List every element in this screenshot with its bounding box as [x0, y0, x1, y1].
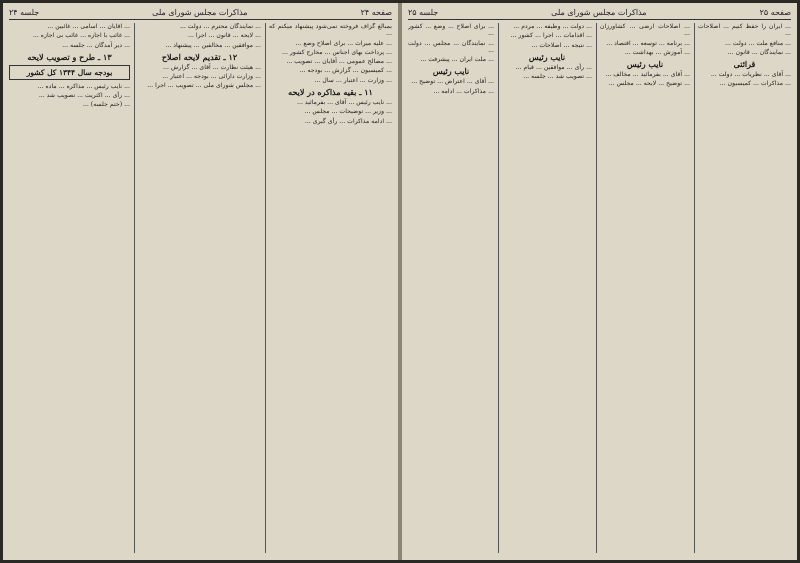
paragraph: ... رأی ... موافقین ... قیام ...	[515, 63, 592, 71]
section-heading: نایب رئیس	[528, 51, 566, 62]
paragraph: ... ادامه مذاکرات ... رأی گیری ...	[304, 117, 392, 125]
column-divider	[265, 23, 266, 553]
right-column-2	[600, 23, 690, 553]
paragraph: ... ملت ایران ... پیشرفت ...	[420, 56, 494, 64]
section-heading: نایب رئیس	[432, 66, 470, 77]
paragraph: ... آقای ... نظریات ... دولت ...	[710, 71, 791, 79]
paragraph: ... منافع ملت ... دولت ...	[725, 39, 791, 47]
paragraph: ... مذاکرات ... کمیسیون ...	[719, 80, 791, 88]
paragraph: ... نایب رئیس ... مذاکره ... ماده ...	[37, 82, 130, 90]
left-page-number: صفحه ۲۴	[360, 7, 392, 17]
column-divider	[498, 23, 499, 553]
left-column-1	[269, 23, 392, 553]
left-page-session: جلسه ۲۴	[9, 7, 40, 17]
right-column-1	[698, 23, 791, 553]
paragraph: ... آموزش ... بهداشت ...	[624, 48, 690, 56]
left-page-title: مذاکرات مجلس شورای ملی	[152, 7, 248, 17]
paragraph: ... نایب رئیس ... آقای ... بفرمائید ...	[297, 99, 392, 107]
left-column-2	[138, 23, 261, 553]
paragraph: ... ایران را حفظ کنیم ... اصلاحات ...	[698, 23, 791, 38]
paragraph: ... اصلاحات ارضی ... کشاورزان ...	[600, 23, 690, 38]
paragraph: ... آقای ... اعتراض ... توضیح ...	[411, 78, 494, 86]
boxed-title: بودجه سال ۱۳۴۴ کل کشور	[9, 65, 130, 80]
paragraph: ... نمایندگان ... قانون ...	[727, 48, 791, 56]
column-divider	[134, 23, 135, 553]
paragraph: ... رأی ... اکثریت ... تصویب شد ...	[38, 92, 130, 100]
paragraph: ... موافقین ... مخالفین ... پیشنهاد ...	[165, 41, 261, 49]
paragraph: ... نمایندگان ... مجلس ... دولت ...	[408, 39, 494, 54]
paragraph: ... وزیر ... توضیحات ... مجلس ...	[304, 108, 392, 116]
right-page-number: صفحه ۲۵	[759, 7, 791, 17]
paragraph: ... (ختم جلسه) ...	[82, 101, 130, 109]
paragraph: ... توضیح ... لایحه ... مجلس ...	[608, 80, 690, 88]
paragraph: ... لایحه ... قانون ... اجرا ...	[188, 32, 261, 40]
left-page	[3, 3, 398, 560]
paragraph: ... تصویب شد ... جلسه ...	[523, 73, 592, 81]
paragraph: ... آقایان ... اسامی ... غائبین ...	[47, 23, 130, 30]
column-divider	[694, 23, 695, 553]
left-column-3	[9, 23, 130, 553]
paragraph: ... هیئت نظارت ... آقای ... گزارش ...	[163, 63, 261, 71]
section-heading: ۱۳ ـ طرح و تصویب لایحه	[27, 51, 112, 62]
paragraph: ... دیر آمدگان ... جلسه ...	[62, 41, 130, 49]
paragraph: ... مجلس شورای ملی ... تصویب ... اجرا ...	[147, 82, 261, 90]
paragraph: ... برنامه ... توسعه ... اقتصاد ...	[606, 39, 690, 47]
column-divider	[596, 23, 597, 553]
right-page-header	[408, 5, 791, 20]
newspaper-spread	[3, 3, 797, 560]
section-heading: قرائتی	[733, 59, 756, 70]
section-heading: ۱۱ ـ بقیه مذاکره در لایحه	[288, 87, 373, 98]
paragraph: ... وزارت دارائی ... بودجه ... اعتبار ...	[162, 73, 261, 81]
paragraph: ... علیه میراث ... برای اصلاح وضع ...	[295, 39, 392, 47]
right-column-3	[502, 23, 592, 553]
section-heading: ۱۲ ـ تقدیم لایحه اصلاح	[161, 51, 238, 62]
paragraph: ... نمایندگان محترم ... دولت ...	[179, 23, 261, 30]
paragraph: ... اقدامات ... اجرا ... کشور ...	[510, 32, 592, 40]
left-page-header	[9, 5, 392, 20]
right-column-4	[408, 23, 494, 553]
paragraph: ... وزارت ... اعتبار ... سال ...	[314, 76, 392, 84]
right-page	[402, 3, 797, 560]
paragraph: ... پرداخت بهای اجناس ... مخارج کشور ...	[282, 48, 392, 56]
section-heading: نایب رئیس	[626, 59, 664, 70]
paragraph: ... نتیجه ... اصلاحات ...	[531, 41, 592, 49]
paragraph: ... آقای ... بفرمائید ... مخالف ...	[605, 71, 690, 79]
paragraph: ... دولت ... وظیفه ... مردم ...	[513, 23, 592, 30]
right-page-title: مذاکرات مجلس شورای ملی	[551, 7, 647, 17]
paragraph: ... کمیسیون ... گزارش ... بودجه ...	[299, 67, 392, 75]
paragraph: ... غائب با اجازه ... غائب بی اجازه ...	[32, 32, 130, 40]
paragraph: ... مصالح عمومی ... آقایان ... تصویب ...	[286, 58, 392, 66]
paragraph: ... برای اصلاح ... وضع ... کشور ...	[408, 23, 494, 38]
right-page-session: جلسه ۲۵	[408, 7, 439, 17]
paragraph: ... مذاکرات ... ادامه ...	[433, 87, 494, 95]
paragraph: بمبالغ گزاف فروخته نمی‌شود پیشنهاد میکنم که ...	[269, 23, 392, 38]
